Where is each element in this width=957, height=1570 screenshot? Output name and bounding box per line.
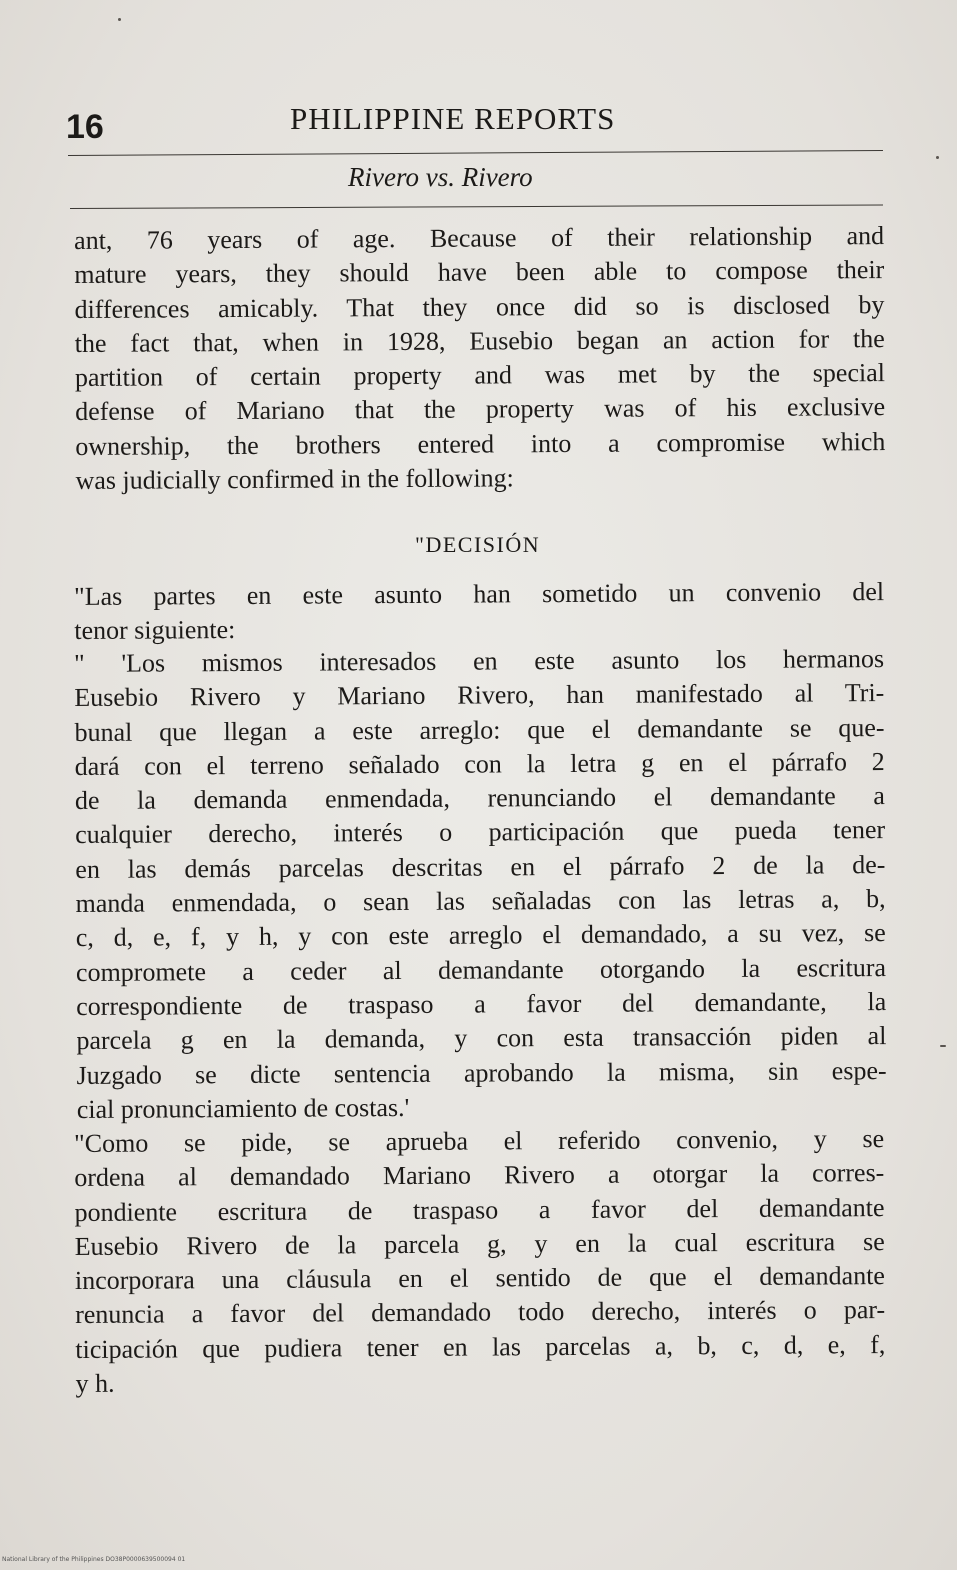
text-line: bunal que llegan a este arreglo: que el demandante se que- [74, 712, 885, 747]
text-line: correspondiente de traspaso a favor del demandante, la [76, 987, 887, 1021]
text-line: ant, 76 years of age. Because of their relationship and [74, 221, 885, 255]
text-line: y h. [75, 1368, 115, 1399]
text-line: dará con el terreno señalado con la letra g en el párrafo 2 [74, 746, 885, 781]
scan-credit: National Library of the Philippines DO38P0000639500094 01 [2, 1556, 186, 1563]
text-line: de la demanda enmendada, renunciando el demandante a [74, 781, 886, 816]
text-line: the fact that, when in 1928, Eusebio began an action for the [74, 323, 885, 358]
text-line: ordena al demandado Mariano Rivero a otorgar la corres- [74, 1158, 885, 1193]
text-line: partition of certain property and was met by the special [74, 358, 886, 393]
text-line: "Como se pide, se aprueba el referido convenio, y se [74, 1124, 885, 1158]
text-line: renuncia a favor del demandado todo derecho, interés o par- [75, 1295, 886, 1330]
text-line: differences amicably. That they once did so is disclosed by [74, 289, 885, 324]
text-line: Juzgado se dicte sentencia aprobando la misma, sin espe- [76, 1055, 887, 1090]
text-line: " 'Los mismos interesados en este asunto los hermanos [74, 644, 885, 678]
text-line: tenor siguiente: [74, 615, 236, 646]
text-line: incorporara una cláusula en el sentido de que el demandante [74, 1261, 886, 1296]
header-rule-top [68, 150, 883, 156]
text-line: defense of Mariano that the property was of his exclusive [75, 392, 886, 427]
scan-speck [936, 156, 939, 159]
text-line: pondiente escritura de traspaso a favor del demandante [74, 1192, 885, 1227]
quoted-paragraph-intro [74, 575, 884, 649]
text-line: ticipación que pudiera tener en las parcelas a, b, c, d, e, f, [75, 1329, 886, 1364]
text-line: ownership, the brothers entered into a compromise which [75, 426, 886, 461]
header-rule-bottom [70, 204, 883, 209]
text-line: Eusebio Rivero y Mariano Rivero, han manifestado al Tri- [74, 678, 885, 713]
quoted-paragraph-agreement [74, 642, 887, 1127]
running-head: PHILIPPINE REPORTS [290, 101, 616, 136]
text-line: mature years, they should have been able to compose their [74, 255, 885, 290]
page-number: 16 [66, 108, 104, 146]
scan-speck [940, 1045, 946, 1047]
text-line: cial pronunciamiento de costas.' [76, 1092, 410, 1124]
text-line: Eusebio Rivero de la parcela g, y en la cual escritura se [74, 1226, 885, 1261]
case-title: Rivero vs. Rivero [348, 162, 533, 192]
text-line: parcela g en la demanda, y con esta transacción piden al [76, 1021, 887, 1056]
text-line: manda enmendada, o sean las señaladas con las letras a, b, [75, 884, 886, 919]
text-line: cualquier derecho, interés o participación que pueda tener [75, 815, 886, 850]
text-line: c, d, e, f, y h, y con este arreglo el demandado, a su vez, se [75, 918, 886, 953]
scan-speck [118, 18, 121, 21]
text-line: compromete a ceder al demandante otorgando la escritura [75, 952, 887, 987]
text-line: en las demás parcelas descritas en el párrafo 2 de la de- [75, 849, 886, 884]
opening-paragraph [74, 219, 886, 498]
text-line: was judicially confirmed in the following: [75, 463, 514, 496]
quoted-paragraph-order [74, 1122, 886, 1401]
decision-heading: "DECISIÓN [415, 532, 541, 557]
text-line: "Las partes en este asunto han sometido un convenio del [74, 577, 885, 611]
